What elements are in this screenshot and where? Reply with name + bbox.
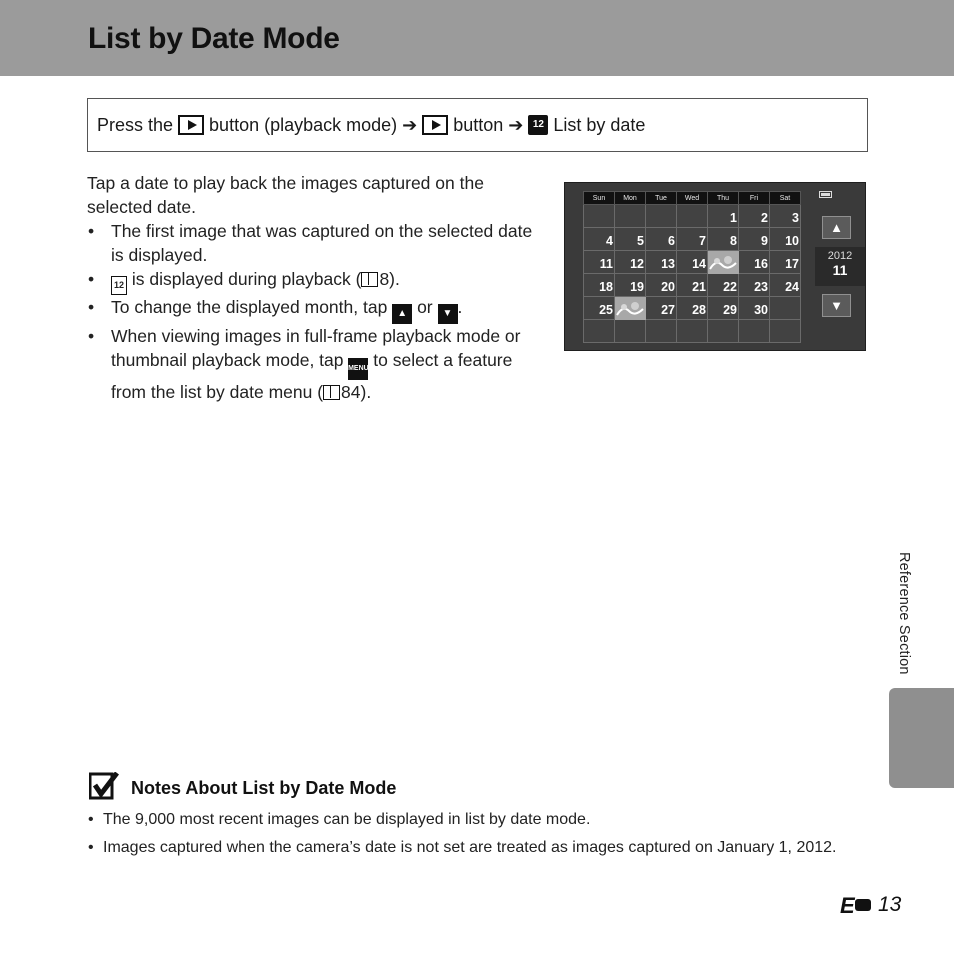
date-cell[interactable]: 1 xyxy=(708,205,739,228)
battery-icon xyxy=(819,191,832,198)
up-arrow-icon: ▲ xyxy=(392,304,412,324)
date-cell[interactable]: 12 xyxy=(615,251,646,274)
arrow-right-icon: ➔ xyxy=(402,114,418,135)
weekday-header: Mon xyxy=(615,192,646,205)
date-cell[interactable]: 2 xyxy=(739,205,770,228)
weekday-header: Fri xyxy=(739,192,770,205)
date-cell[interactable]: 27 xyxy=(646,297,677,320)
date-cell[interactable]: 7 xyxy=(677,228,708,251)
bullet-menu-text-2: to select a feature from the list by date menu ( xyxy=(111,349,513,402)
nav-button1-text: button (playback mode) xyxy=(209,114,398,135)
bullet-icon-displayed xyxy=(87,267,547,295)
date-cell xyxy=(615,320,646,343)
weekday-header: Sat xyxy=(770,192,801,205)
date-cell[interactable]: 28 xyxy=(677,297,708,320)
current-month-display xyxy=(815,247,865,286)
date-cell[interactable]: 20 xyxy=(646,274,677,297)
book-reference-icon xyxy=(361,272,378,287)
bullet-month-text: To change the displayed month, tap xyxy=(111,296,388,317)
bullet-menu-ref: 84). xyxy=(341,381,372,402)
arrow-right-icon-2: ➔ xyxy=(508,114,524,135)
date-cell xyxy=(739,320,770,343)
weekday-header: Sun xyxy=(584,192,615,205)
bullet-change-month xyxy=(87,295,547,324)
notes-list xyxy=(87,808,867,864)
checkmark-note-icon xyxy=(89,772,119,800)
note-item: • The 9,000 most recent images can be displayed in list by date mode. xyxy=(87,808,867,832)
playback-button-icon xyxy=(178,115,204,135)
date-cell-thumbnail[interactable] xyxy=(615,297,646,320)
month-up-button[interactable]: ▲ xyxy=(822,216,851,239)
calendar-grid xyxy=(583,191,801,343)
date-cell[interactable]: 6 xyxy=(646,228,677,251)
reference-e-icon xyxy=(840,893,876,917)
date-cell xyxy=(677,320,708,343)
date-cell xyxy=(646,205,677,228)
date-cell xyxy=(708,320,739,343)
date-cell[interactable]: 17 xyxy=(770,251,801,274)
date-cell[interactable]: 8 xyxy=(708,228,739,251)
date-cell[interactable]: 21 xyxy=(677,274,708,297)
date-cell[interactable]: 24 xyxy=(770,274,801,297)
bullet-icon-ref: 8). xyxy=(379,269,400,289)
down-arrow-icon: ▼ xyxy=(438,304,458,324)
instructions-text xyxy=(87,171,547,404)
date-cell[interactable]: 22 xyxy=(708,274,739,297)
nav-list-by-date-text: List by date xyxy=(553,114,646,135)
date-cell[interactable]: 19 xyxy=(615,274,646,297)
date-cell[interactable]: 5 xyxy=(615,228,646,251)
year-label: 2012 xyxy=(827,250,853,262)
nav-button2-text: button xyxy=(453,114,504,135)
date-cell xyxy=(646,320,677,343)
bullet-icon-text: is displayed during playback ( xyxy=(131,269,362,289)
intro-paragraph: Tap a date to play back the images captured on the selected date. xyxy=(87,173,484,217)
month-down-button[interactable]: ▼ xyxy=(822,294,851,317)
note-item: • Images captured when the camera’s date is not set are treated as images captured on January 1, 2012. xyxy=(87,836,867,860)
list-by-date-inline-icon: 12 xyxy=(111,276,127,295)
date-cell[interactable]: 13 xyxy=(646,251,677,274)
date-cell[interactable]: 4 xyxy=(584,228,615,251)
date-cell xyxy=(677,205,708,228)
svg-text:E: E xyxy=(840,893,855,917)
date-cell xyxy=(770,297,801,320)
page-number xyxy=(840,893,901,917)
date-cell[interactable]: 9 xyxy=(739,228,770,251)
date-cell-thumbnail[interactable] xyxy=(708,251,739,274)
weekday-header: Thu xyxy=(708,192,739,205)
date-cell xyxy=(584,205,615,228)
date-cell xyxy=(770,320,801,343)
nav-press-text: Press the xyxy=(97,114,174,135)
menu-icon: MENU xyxy=(348,358,368,380)
date-cell[interactable]: 11 xyxy=(584,251,615,274)
bullet-first-image xyxy=(87,219,547,267)
date-cell[interactable]: 30 xyxy=(739,297,770,320)
book-reference-icon-2 xyxy=(323,385,340,400)
date-cell[interactable]: 14 xyxy=(677,251,708,274)
weekday-header: Tue xyxy=(646,192,677,205)
date-cell[interactable]: 3 xyxy=(770,205,801,228)
playback-button-icon-2 xyxy=(422,115,448,135)
bullet-month-or: or xyxy=(417,296,433,317)
date-cell[interactable]: 16 xyxy=(739,251,770,274)
bullet-month-end: . xyxy=(457,296,463,317)
notes-title: Notes About List by Date Mode xyxy=(131,778,397,798)
date-cell[interactable]: 25 xyxy=(584,297,615,320)
instructions-list xyxy=(87,219,547,404)
page-title: List by Date Mode xyxy=(88,22,340,55)
camera-screen xyxy=(564,182,866,351)
bullet-first-image-text: The first image that was captured on the selected date is displayed. xyxy=(111,221,533,265)
date-cell[interactable]: 23 xyxy=(739,274,770,297)
section-tab xyxy=(889,688,954,788)
bullet-menu xyxy=(87,324,547,404)
list-by-date-icon: 12 xyxy=(528,115,548,135)
section-side-label: Reference Section xyxy=(896,552,912,675)
date-cell[interactable]: 10 xyxy=(770,228,801,251)
date-cell[interactable]: 18 xyxy=(584,274,615,297)
page-number-text: 13 xyxy=(878,893,902,916)
month-label: 11 xyxy=(832,262,848,278)
date-cell xyxy=(584,320,615,343)
navigation-path-box xyxy=(87,98,868,152)
date-cell xyxy=(615,205,646,228)
date-cell[interactable]: 29 xyxy=(708,297,739,320)
weekday-header: Wed xyxy=(677,192,708,205)
bullet-menu-text: When viewing images in full-frame playback mode or thumbnail playback mode, tap xyxy=(111,325,521,370)
